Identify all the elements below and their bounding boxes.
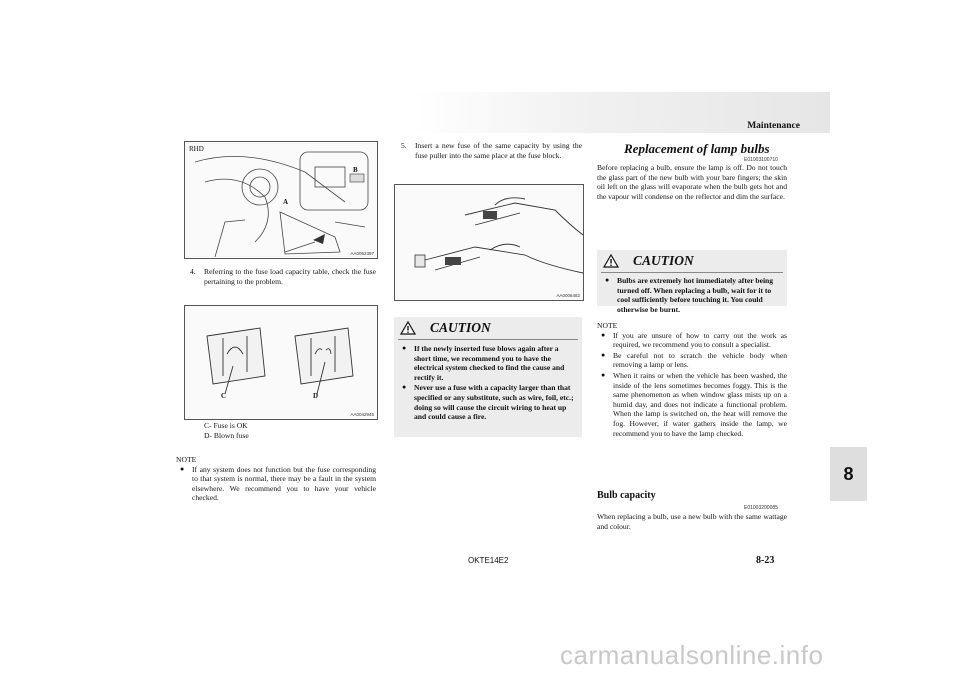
note-item: ● Be careful not to scratch the vehicle body when removing a lamp or lens. [601, 350, 787, 370]
step-4-text: Referring to the fuse load capacity table, check the fuse pertaining to the problem. [204, 267, 376, 286]
figure-fuse-puller [394, 184, 584, 301]
note-label: NOTE [597, 321, 618, 330]
fuse-puller-illustration [395, 185, 583, 300]
chapter-tab: 8 [830, 447, 867, 501]
note-list [176, 465, 376, 503]
figure-fuse-condition [184, 305, 378, 420]
note-list [597, 331, 787, 439]
step-4-number: 4. [190, 267, 196, 276]
legend-fuse-blown: D- Blown fuse [204, 430, 249, 440]
caution-header [398, 317, 578, 340]
step-5 [401, 141, 582, 160]
caution-item: ● Bulbs are extremely hot immediately after being turned off. When replacing a bulb, wait for it to cool sufficiently before touching it. You could otherwise be burnt. [605, 276, 774, 314]
page-number: 8-23 [756, 555, 775, 566]
footer-code: OKTE14E2 [468, 556, 509, 565]
bulb-code: E01003200085 [744, 505, 778, 511]
caution-list [394, 340, 582, 427]
bullet-icon: ● [601, 370, 606, 379]
callout-a: A [283, 198, 289, 206]
section-title-lamp-bulbs: Replacement of lamp bulbs [624, 141, 770, 156]
left-note [176, 455, 376, 504]
bullet-icon: ● [601, 350, 606, 359]
caution-title: CAUTION [430, 320, 491, 335]
note-label: NOTE [176, 455, 197, 464]
legend-fuse-ok: C- Fuse is OK [204, 421, 248, 430]
caution-title: CAUTION [633, 253, 694, 268]
bullet-icon: ● [402, 383, 407, 392]
note-item: ● If you are unsure of how to carry out the work as required, we recommend you to consult a specialist. [601, 330, 787, 350]
caution-list [597, 273, 787, 319]
lamp-intro: Before replacing a bulb, ensure the lamp is off. Do not touch the glass part of the new bulb with your bare fingers; the skin oil left on the glass will evaporate when the bulb gets hot and the vapour will condense on the reflector and dim the surface. [597, 163, 787, 201]
section-header: Maintenance [747, 121, 800, 131]
caution-item: ● If the newly inserted fuse blows again after a short time, we recommend you to have the electrical system checked to find the cause and rectify it. [402, 344, 565, 382]
figure-code: AA0006482 [556, 293, 580, 298]
step-5-text: Insert a new fuse of the same capacity by using the fuse puller into the same place at the fuse block. [415, 141, 582, 160]
caution-box-bulbs [597, 250, 787, 314]
warning-triangle-icon [400, 321, 416, 335]
callout-d: D [313, 392, 319, 400]
figure-rhd-fuse-box [184, 141, 378, 259]
bullet-icon: ● [180, 464, 185, 473]
bullet-icon: ● [605, 276, 610, 284]
caution-box-fuse [394, 317, 582, 437]
fuse-condition-illustration [185, 306, 377, 419]
warning-triangle-icon [603, 254, 619, 268]
watermark: carmanualsonline.info [560, 640, 824, 670]
step-4 [190, 267, 376, 286]
figure-code: AA0052397 [350, 251, 374, 256]
callout-c: C [221, 392, 227, 400]
note-item: ● If any system does not function but the fuse corresponding to that system is normal, there may be a fault in the system elsewhere. We recommend you to have your vehicle checked. [180, 464, 376, 503]
note-item: ● When it rains or when the vehicle has been washed, the inside of the lens sometimes becomes foggy. This is the same phenomenon as when window glass mists up on a humid day, and does not indicate a functional problem. When the lamp is switched on, the heat will remove the fog. However, if water gathers inside the lamp, we recommend you to have the lamp checked. [601, 370, 787, 438]
right-note [597, 321, 787, 439]
section-title-bulb-capacity: Bulb capacity [597, 490, 656, 501]
callout-b: B [353, 166, 358, 174]
figure-code: AA0042945 [350, 412, 374, 417]
figure-label: RHD [189, 145, 204, 153]
fuse-box-illustration [185, 142, 377, 258]
bullet-icon: ● [402, 344, 407, 352]
caution-item: ● Never use a fuse with a capacity larger than that specified or any substitute, such as wire, foil, etc.; doing so will cause the circuit wiring to heat up and could cause a fire. [402, 383, 574, 422]
step-5-number: 5. [401, 141, 407, 150]
section-code: E01003100710 [744, 157, 778, 163]
fuse-legend [204, 421, 374, 440]
bullet-icon: ● [601, 330, 606, 339]
bulb-text: When replacing a bulb, use a new bulb with the same wattage and colour. [597, 512, 787, 531]
caution-header [601, 250, 783, 273]
